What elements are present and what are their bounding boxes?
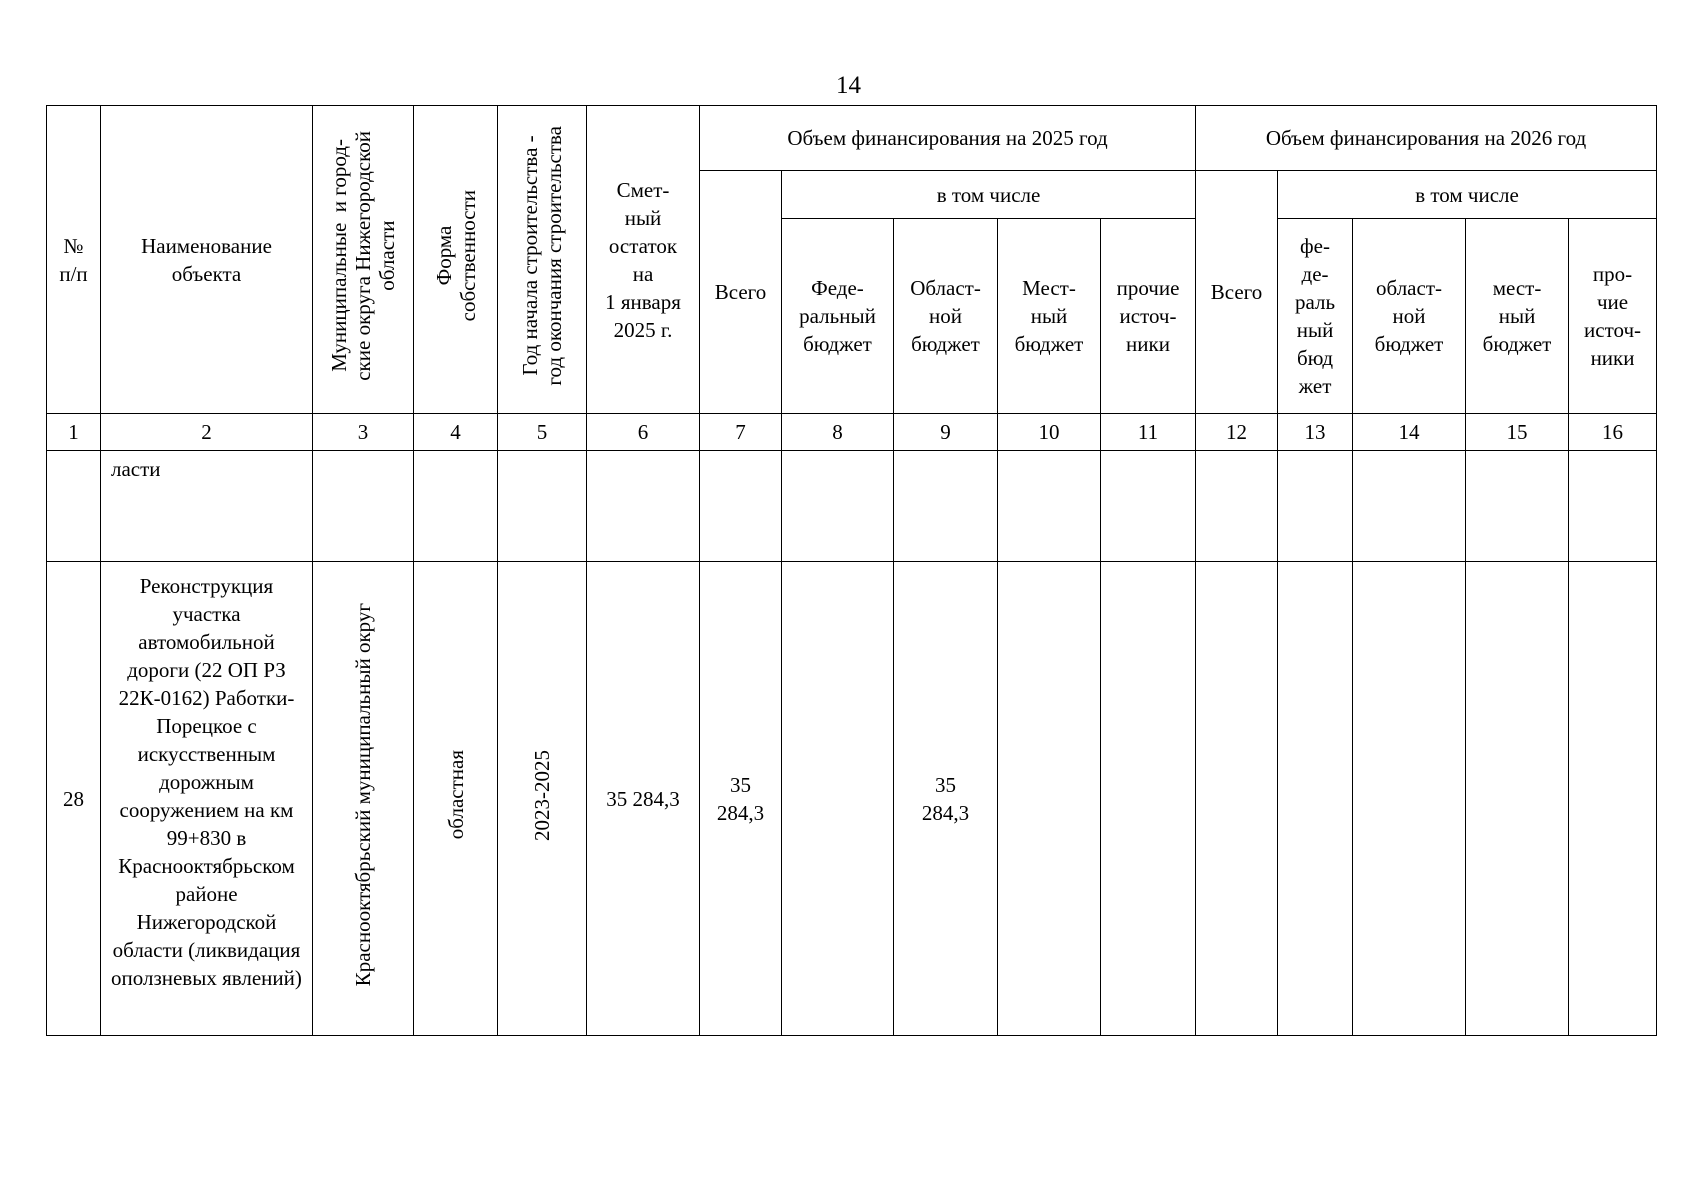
total-2025: 35 284,3 — [700, 562, 782, 1036]
years-cell — [498, 562, 587, 1036]
column-number: 3 — [313, 414, 414, 451]
column-number: 6 — [587, 414, 700, 451]
district: Краснооктябрьский муниципальный округ — [351, 603, 375, 987]
column-number: 8 — [782, 414, 894, 451]
column-number: 11 — [1101, 414, 1196, 451]
column-number: 4 — [414, 414, 498, 451]
header-other-2025: прочие источ- ники — [1101, 219, 1196, 414]
header-ownership-cell — [414, 106, 498, 414]
header-district-cell — [313, 106, 414, 414]
column-number: 9 — [894, 414, 998, 451]
header-years: Год начала строительства - год окончания строительства — [518, 126, 566, 386]
column-number: 14 — [1353, 414, 1466, 451]
header-regional-2026: област- ной бюджет — [1353, 219, 1466, 414]
header-federal-2026: фе- де- раль ный бюд жет — [1278, 219, 1353, 414]
column-number: 10 — [998, 414, 1101, 451]
estimate-balance: 35 284,3 — [587, 562, 700, 1036]
ownership: областная — [443, 750, 468, 840]
column-number: 7 — [700, 414, 782, 451]
column-number-row — [47, 414, 1657, 451]
header-total-2025: Всего — [700, 171, 782, 414]
financing-table — [46, 105, 1657, 1036]
column-number: 13 — [1278, 414, 1353, 451]
header-estimate: Смет- ный остаток на 1 января 2025 г. — [587, 106, 700, 414]
header-local-2025: Мест- ный бюджет — [998, 219, 1101, 414]
header-2026: Объем финансирования на 2026 год — [1196, 106, 1657, 171]
header-regional-2025: Област- ной бюджет — [894, 219, 998, 414]
column-number: 5 — [498, 414, 587, 451]
header-federal-2025: Феде- ральный бюджет — [782, 219, 894, 414]
header-ownership: Форма собственности — [431, 190, 480, 322]
header-2025: Объем финансирования на 2025 год — [700, 106, 1196, 171]
header-district: Муниципальные и город- ские округа Нижегородской области — [327, 131, 399, 381]
construction-years: 2023-2025 — [530, 749, 554, 841]
header-years-cell — [498, 106, 587, 414]
header-object-name: Наименование объекта — [101, 106, 313, 414]
table-row — [47, 562, 1657, 1036]
header-including-2026: в том числе — [1278, 171, 1657, 219]
object-name-continued: ласти — [101, 451, 313, 562]
header-local-2026: мест- ный бюджет — [1466, 219, 1569, 414]
header-total-2026: Всего — [1196, 171, 1278, 414]
column-number: 2 — [101, 414, 313, 451]
district-cell — [313, 562, 414, 1036]
header-including-2025: в том числе — [782, 171, 1196, 219]
ownership-cell — [414, 562, 498, 1036]
column-number: 15 — [1466, 414, 1569, 451]
object-name: Реконструкция участка автомобильной дороги (22 ОП РЗ 22К-0162) Работки-Порецкое с искусственным дорожным сооружением на км 99+830 в Краснооктябрьском районе Нижегородской области (ликвидация оползневых явлений) — [101, 562, 313, 1036]
column-number: 1 — [47, 414, 101, 451]
table-row — [47, 451, 1657, 562]
column-number: 16 — [1569, 414, 1657, 451]
page-number: 14 — [836, 72, 861, 99]
header-number: № п/п — [47, 106, 101, 414]
header-other-2026: про- чие источ- ники — [1569, 219, 1657, 414]
column-number: 12 — [1196, 414, 1278, 451]
regional-2025: 35 284,3 — [894, 562, 998, 1036]
row-number: 28 — [47, 562, 101, 1036]
